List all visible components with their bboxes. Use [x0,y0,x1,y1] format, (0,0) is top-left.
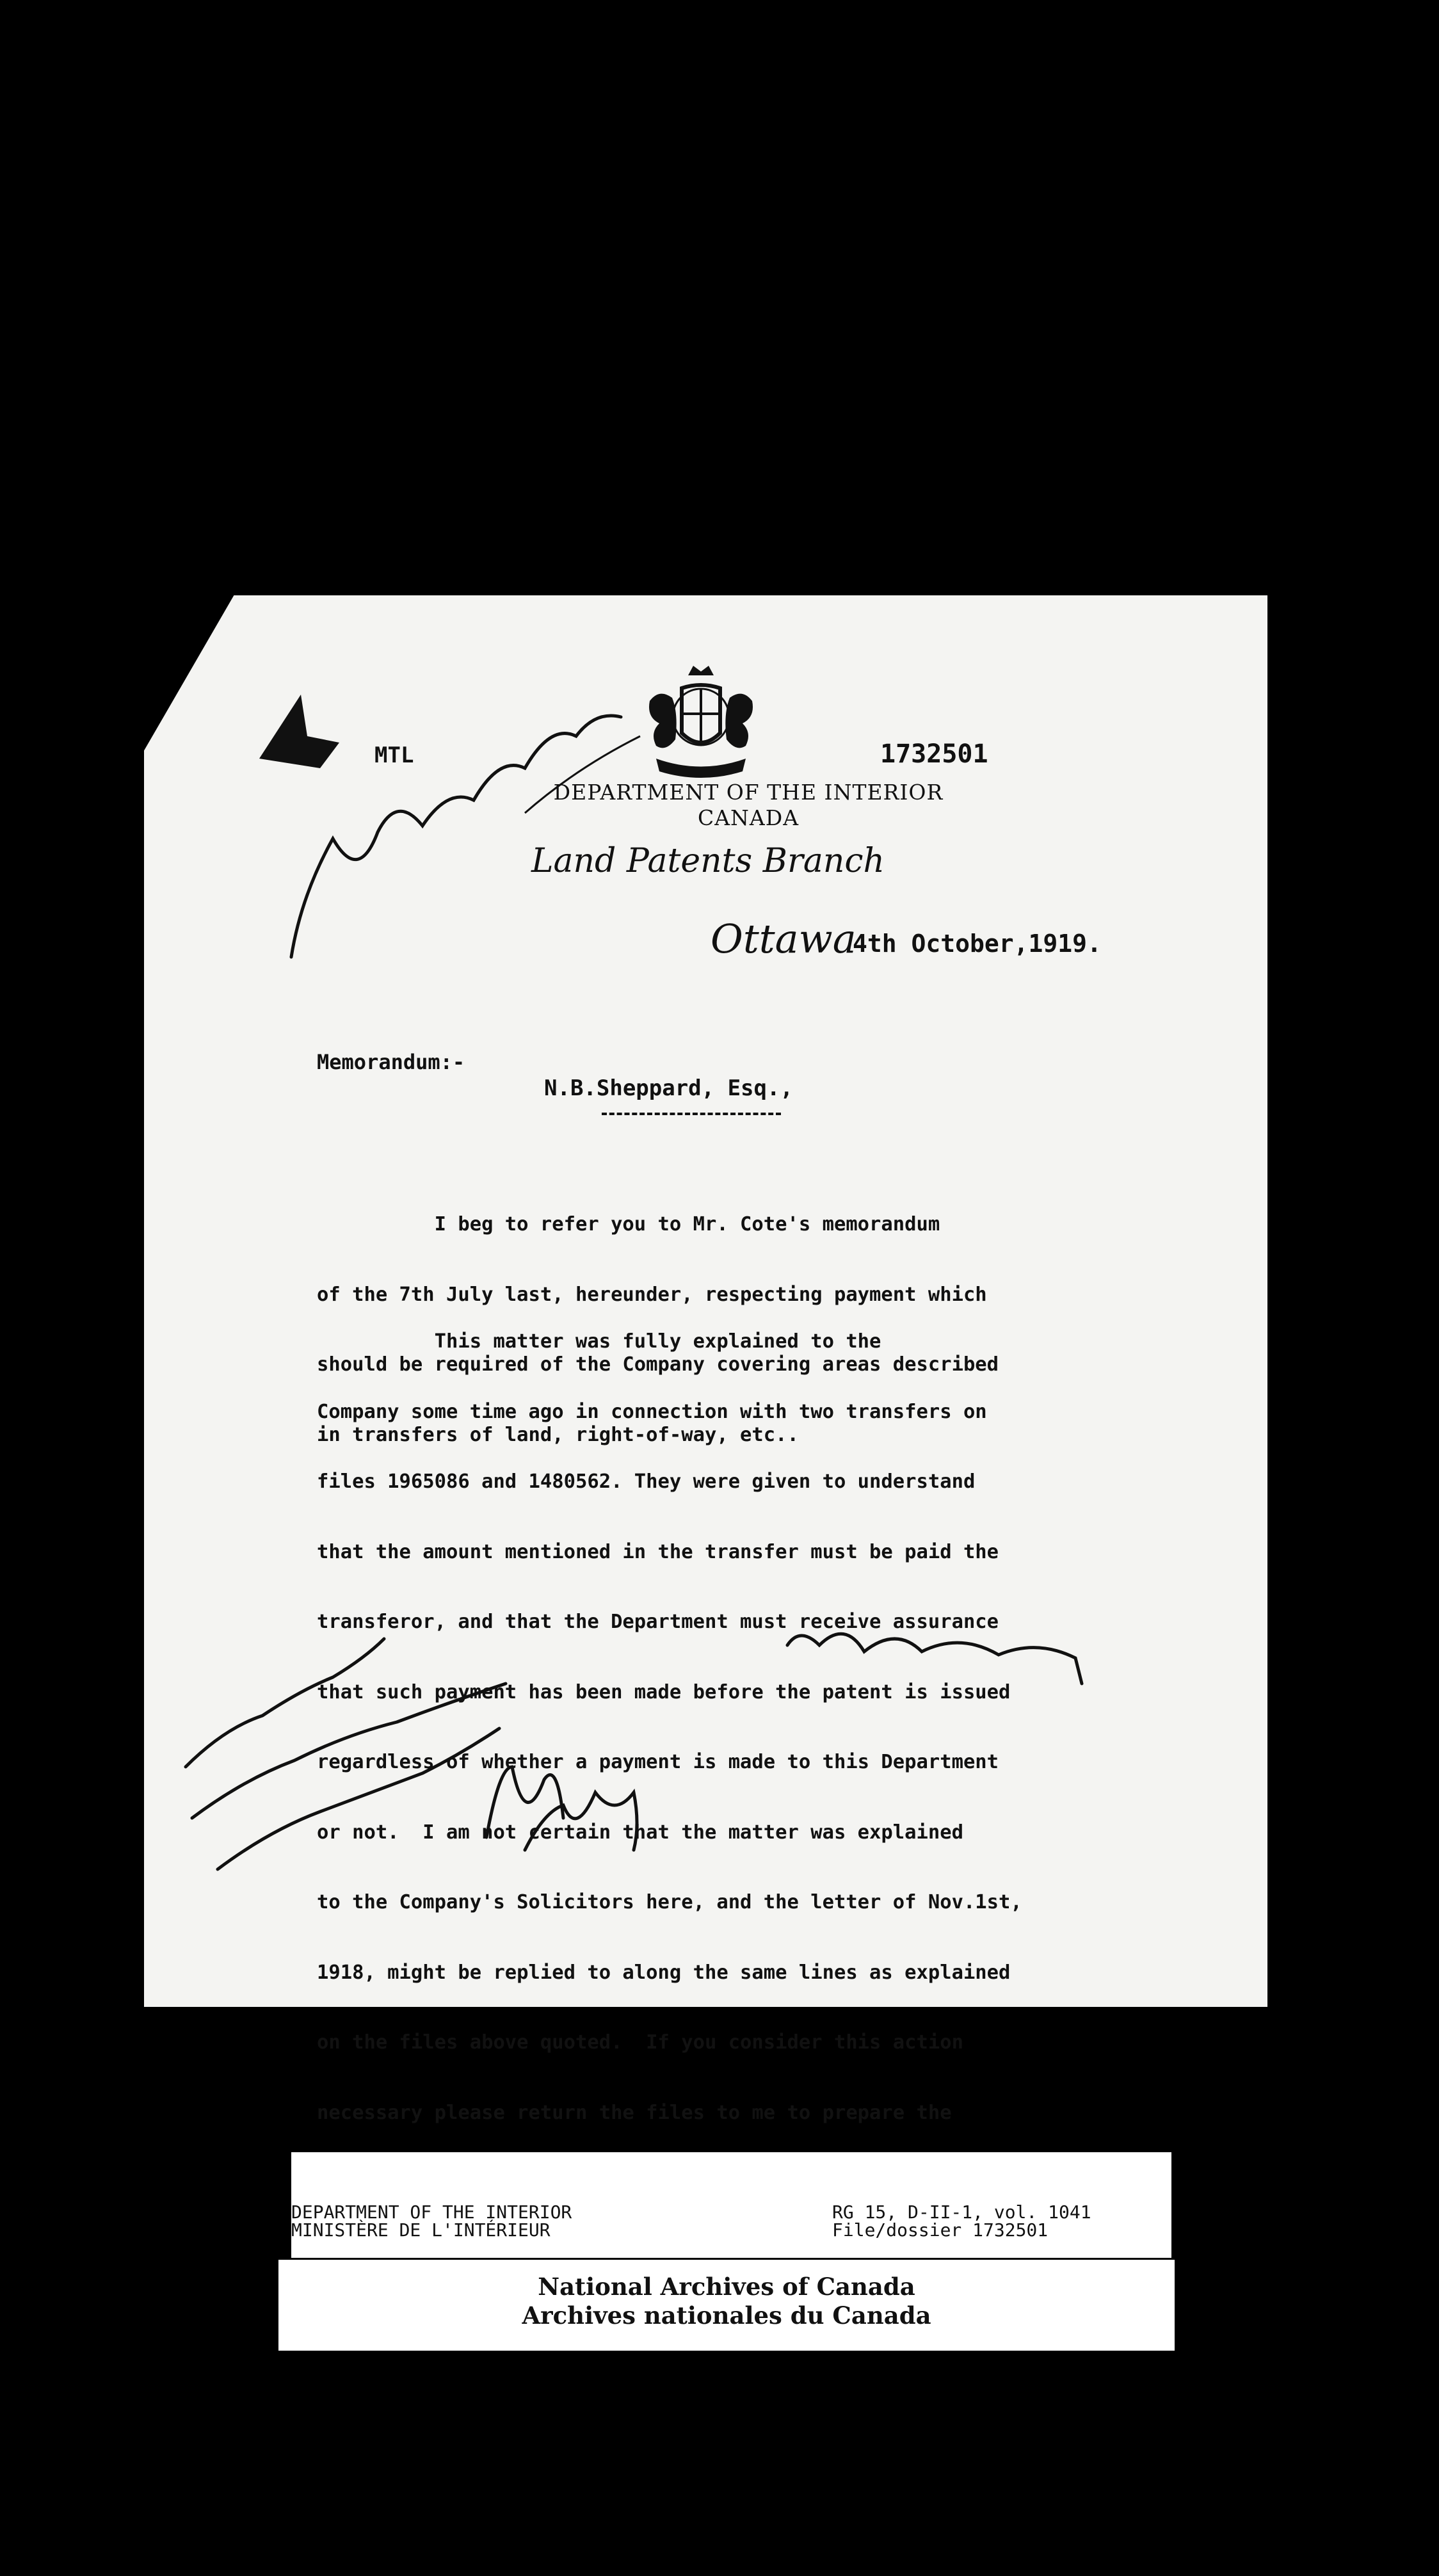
paragraph-2-line: that such payment has been made before the patent is issued [317,1680,1011,1703]
addressee-underline [602,1113,781,1115]
paragraph-1-line: I beg to refer you to Mr. Cote's memorandum [317,1213,940,1236]
paragraph-1-line: should be required of the Company covering areas described [317,1353,999,1376]
file-number: 1732501 [880,739,988,769]
label-ref: RG 15, D-II-1, vol. 1041 [832,2202,1091,2223]
archives-name-fr: Archives nationales du Canada [522,2301,931,2330]
department-title: DEPARTMENT OF THE INTERIOR [553,780,944,805]
letter-city: Ottawa [711,915,856,962]
archives-name-en: National Archives of Canada [538,2273,915,2301]
paragraph-2-line: or not. I am not certain that the matter was explained [317,1821,963,1844]
paragraph-2-line: on the files above quoted. If you consider this action [317,2031,963,2054]
paragraph-2-line: This matter was fully explained to the [317,1330,881,1353]
branch-name: Land Patents Branch [531,842,885,880]
label-file: File/dossier 1732501 [832,2219,1049,2241]
royal-coat-of-arms [637,663,765,784]
addressee: N.B.Sheppard, Esq., [544,1075,793,1101]
paragraph-1-line: in transfers of land, right-of-way, etc.. [317,1423,799,1446]
paragraph-2 [317,1284,1022,2218]
paragraph-2-line: to the Company's Solicitors here, and the letter of Nov.1st, [317,1891,1022,1913]
memo-label: Memorandum:- [317,1050,465,1074]
paragraph-2-line: Company some time ago in connection with two transfers on [317,1400,987,1423]
paragraph-2-line: regardless of whether a payment is made to this Department [317,1751,999,1773]
label-dept-fr: MINISTÈRE DE L'INTÉRIEUR [291,2219,551,2241]
paragraph-2-line: files 1965086 and 1480562. They were given to understand [317,1470,976,1493]
paragraph-2-line: 1918, might be replied to along the same lines as explained [317,1961,1011,1984]
paragraph-2-line: necessary please return the files to me to prepare the [317,2101,952,2124]
paragraph-2-line: that the amount mentioned in the transfer must be paid the [317,1540,999,1563]
letter-date: 4th October,1919. [853,930,1102,958]
country-title: CANADA [697,805,800,830]
paragraph-1-line: of the 7th July last, hereunder, respecting payment which [317,1283,987,1306]
label-dept-en: DEPARTMENT OF THE INTERIOR [291,2202,572,2223]
file-code: MTL [374,743,414,768]
paragraph-2-line: transferor, and that the Department must receive assurance [317,1611,999,1633]
